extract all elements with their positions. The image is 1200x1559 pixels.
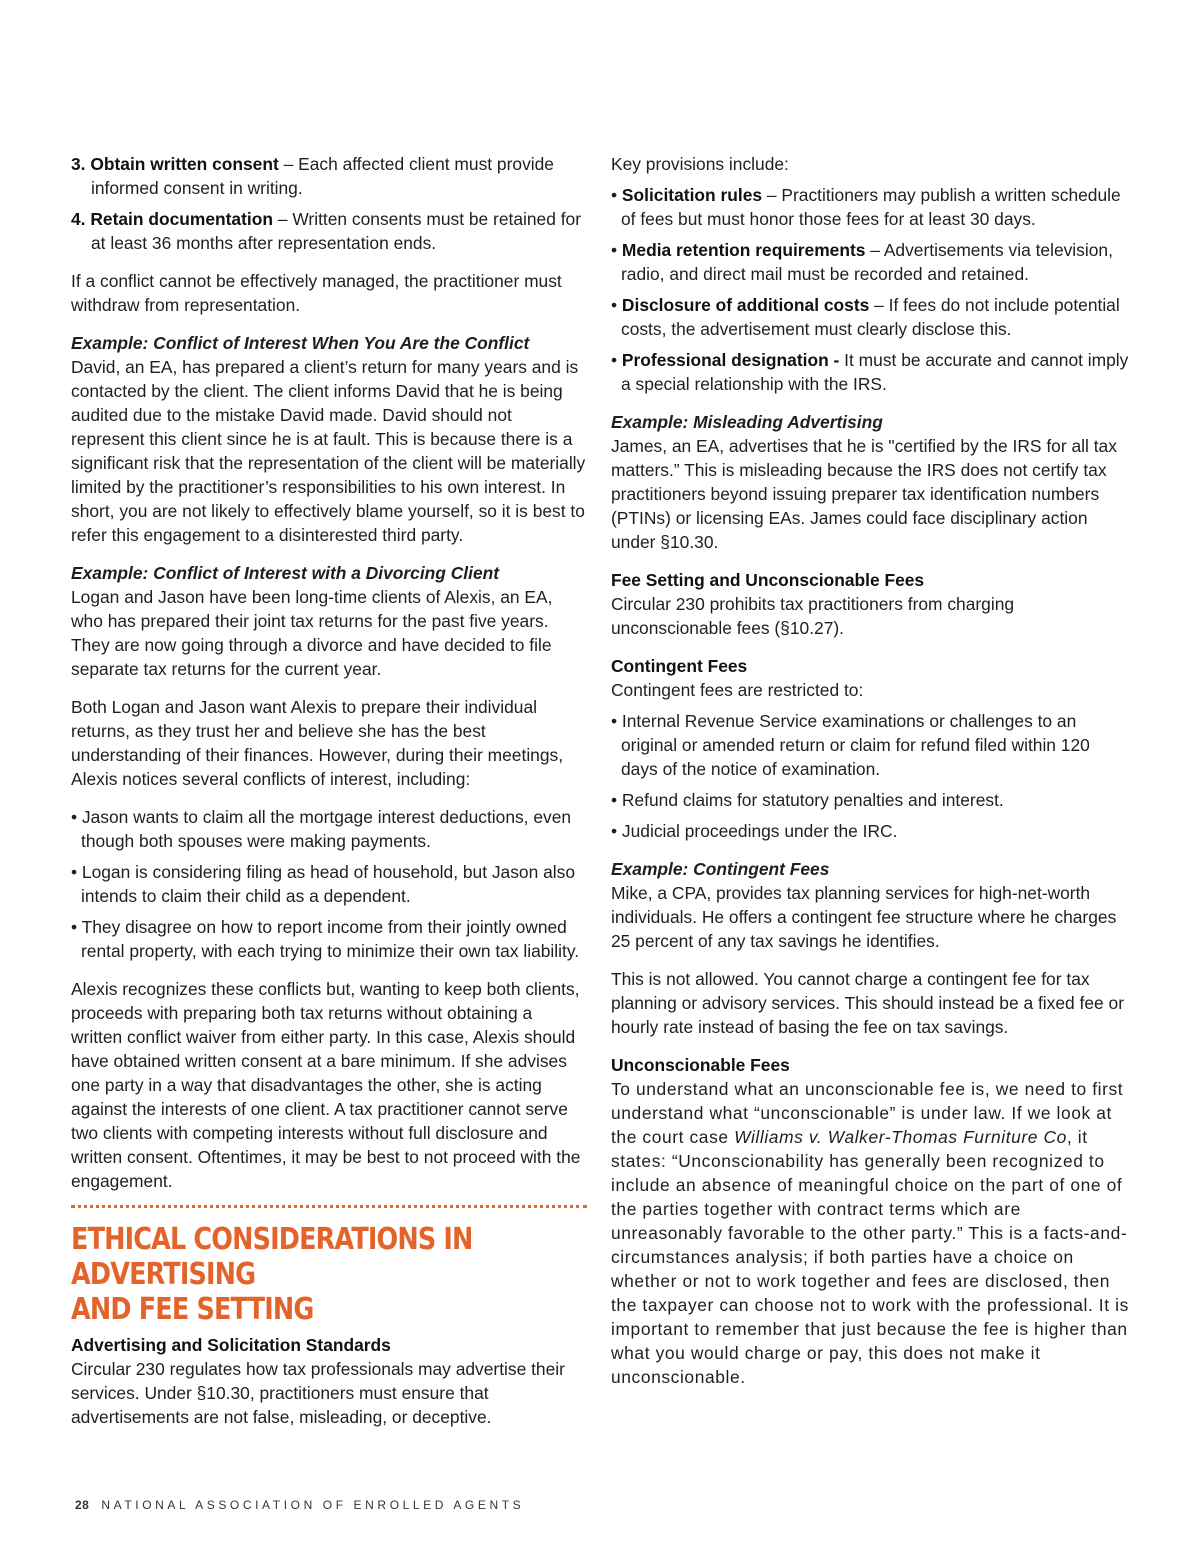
example-contingent-fees xyxy=(611,857,1129,953)
list-item: • Jason wants to claim all the mortgage interest deductions, even though both spouses were making payments. xyxy=(71,807,572,851)
publication-name: NATIONAL ASSOCIATION OF ENROLLED AGENTS xyxy=(101,1498,525,1512)
step-title: Retain documentation xyxy=(90,209,273,229)
example-conflict-self xyxy=(71,331,587,547)
subsection-title: Fee Setting and Unconscionable Fees xyxy=(611,570,925,590)
example-title: Example: Conflict of Interest When You Are the Conflict xyxy=(71,333,530,353)
example-body: Logan and Jason have been long-time clients of Alexis, an EA, who has prepared their joint tax returns for the past five years. They are now going through a divorce and have decided to file separate tax returns for the current year. xyxy=(71,587,553,679)
page-footer xyxy=(75,1498,524,1512)
right-column xyxy=(611,152,1129,1403)
list-item: • Professional designation - It must be accurate and cannot imply a special relationship with the IRS. xyxy=(611,350,1129,394)
case-name: Williams v. Walker-Thomas Furniture Co xyxy=(734,1127,1067,1147)
advertising-standards xyxy=(71,1333,587,1429)
unconscionable-fees xyxy=(611,1053,1129,1389)
numbered-step-4 xyxy=(71,207,587,255)
subsection-body: To understand what an unconscionable fee is, we need to first understand what “unconscionable” is under law. If we look at the court case Williams v. Walker-Thomas Furniture Co, it states: “Unconscionability has generally been recognized to include an absence of meaningful choice on the part of one of the parties together with contract terms which are unreasonably favorable to the other party.” This is a facts-and-circumstances analysis; if both parties have a choice on whether or not to work together and fees are disclosed, then the taxpayer can choose not to work with the professional. It is important to remember that just because the fee is higher than what you would charge or pay, this does not make it unconscionable. xyxy=(611,1079,1129,1387)
list-item: • Internal Revenue Service examinations or challenges to an original or amended return or claim for refund filed within 120 days of the notice of examination. xyxy=(611,711,1090,779)
subsection-title: Contingent Fees xyxy=(611,656,748,676)
example-misleading-advertising xyxy=(611,410,1129,554)
left-column xyxy=(71,152,587,1443)
list-item: • They disagree on how to report income from their jointly owned rental property, with each trying to minimize their own tax liability. xyxy=(71,917,580,961)
list-item: • Solicitation rules – Practitioners may publish a written schedule of fees but must honor those fees for at least 30 days. xyxy=(611,185,1121,229)
numbered-step-3 xyxy=(71,152,587,200)
subsection-body: Contingent fees are restricted to: xyxy=(611,680,864,700)
list-item: • Judicial proceedings under the IRC. xyxy=(611,821,898,841)
section-divider xyxy=(71,1205,587,1208)
contingent-list xyxy=(611,709,1129,843)
step-number: 3. xyxy=(71,154,86,174)
step-text: – Each affected client must provide informed consent in writing. xyxy=(91,154,554,198)
page-number: 28 xyxy=(75,1498,90,1512)
both-paragraph: Both Logan and Jason want Alexis to prepare their individual returns, as they trust her and believe she has the best understanding of their finances. However, during their meetings, Alexis notices several conflicts of interest, including: xyxy=(71,697,564,789)
list-item: • Media retention requirements – Advertisements via television, radio, and direct mail must be recorded and retained. xyxy=(611,240,1113,284)
example-title: Example: Misleading Advertising xyxy=(611,412,883,432)
example-body: David, an EA, has prepared a client’s return for many years and is contacted by the client. The client informs David that he is being audited due to the mistake David made. David should not represent this client since he is at fault. This is because there is a significant risk that the representation of the client will be materially limited by the practitioner’s responsibilities to his own interest. In short, you are not likely to effectively blame yourself, so it is best to refer this engagement to a disinterested third party. xyxy=(71,357,586,545)
list-item: • Refund claims for statutory penalties and interest. xyxy=(611,790,1004,810)
example-body: Mike, a CPA, provides tax planning services for high-net-worth individuals. He offers a contingent fee structure where he charges 25 percent of any tax savings he identifies. xyxy=(611,883,1117,951)
subsection-title: Unconscionable Fees xyxy=(611,1055,790,1075)
step-text: – Written consents must be retained for at least 36 months after representation ends. xyxy=(91,209,582,253)
subsection-title: Advertising and Solicitation Standards xyxy=(71,1335,391,1355)
example-title: Example: Contingent Fees xyxy=(611,859,830,879)
recognizes-paragraph: Alexis recognizes these conflicts but, wanting to keep both clients, proceeds with preparing both tax returns without obtaining a written conflict waiver from either party. In this case, Alexis should have obtained written consent at a bare minimum. If she advises one party in a way that disadvantages the other, she is acting against the interests of one client. A tax practitioner cannot serve two clients with competing interests without full disclosure and written consent. Oftentimes, it may be best to not proceed with the engagement. xyxy=(71,979,581,1191)
example-title: Example: Conflict of Interest with a Divorcing Client xyxy=(71,563,500,583)
provisions-list xyxy=(611,183,1129,396)
list-item: • Disclosure of additional costs – If fees do not include potential costs, the advertisement must clearly disclose this. xyxy=(611,295,1120,339)
contingent-fees xyxy=(611,654,1129,702)
example-divorcing-client xyxy=(71,561,587,681)
not-allowed-paragraph: This is not allowed. You cannot charge a contingent fee for tax planning or advisory services. This should instead be a fixed fee or hourly rate instead of basing the fee on tax savings. xyxy=(611,969,1124,1037)
key-provisions-intro: Key provisions include: xyxy=(611,154,789,174)
subsection-body: Circular 230 regulates how tax professionals may advertise their services. Under §10.30, practitioners must ensure that advertisements are not false, misleading, or deceptive. xyxy=(71,1359,565,1427)
withdraw-paragraph: If a conflict cannot be effectively managed, the practitioner must withdraw from representation. xyxy=(71,271,562,315)
conflicts-list xyxy=(71,805,587,963)
list-item: • Logan is considering filing as head of household, but Jason also intends to claim their child as a dependent. xyxy=(71,862,575,906)
step-number: 4. xyxy=(71,209,86,229)
example-body: James, an EA, advertises that he is "certified by the IRS for all tax matters.” This is misleading because the IRS does not certify tax practitioners beyond issuing preparer tax identification numbers (PTINs) or licensing EAs. James could face disciplinary action under §10.30. xyxy=(611,436,1117,552)
section-heading: ETHICAL CONSIDERATIONS IN ADVERTISING AND FEE SETTING xyxy=(71,1222,473,1327)
subsection-body: Circular 230 prohibits tax practitioners from charging unconscionable fees (§10.27). xyxy=(611,594,1015,638)
step-title: Obtain written consent xyxy=(90,154,279,174)
fee-setting xyxy=(611,568,1129,640)
